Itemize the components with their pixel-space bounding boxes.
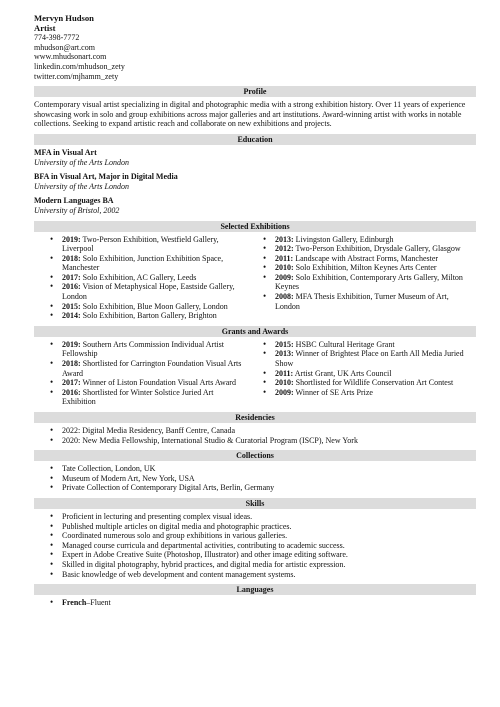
language-item — [62, 598, 476, 608]
awards-columns — [34, 340, 476, 407]
exhibition-item: • 2015: Solo Exhibition, Blue Moon Gallery, London — [62, 302, 255, 312]
residency-item: • 2020: New Media Fellowship, International Studio & Curatorial Program (ISCP), New York — [62, 436, 476, 446]
award-item: • 2011: Artist Grant, UK Arts Council — [275, 369, 476, 379]
collection-item: • Museum of Modern Art, New York, USA — [62, 474, 476, 484]
linkedin-link[interactable]: linkedin.com/mhudson_zety — [34, 61, 125, 71]
skills-heading: Skills — [34, 498, 476, 509]
twitter-link[interactable]: twitter.com/mjhamm_zety — [34, 71, 119, 81]
education-entry — [34, 172, 476, 191]
profile-heading: Profile — [34, 86, 476, 97]
exhibition-item: • 2009: Solo Exhibition, Contemporary Arts Gallery, Milton Keynes — [275, 273, 476, 292]
profile-text: Contemporary visual artist specializing in digital and photographic media with a strong exhibition history. Over 11 years of experience showcasing work in solo and group exhibitions across major galleries and art institutions. Award-winning artist with works in notable collections. Seeking to expand artistic reach and collaborate on new exhibitions and projects. — [34, 100, 466, 129]
education-entry — [34, 148, 476, 167]
school-name: University of the Arts London — [34, 181, 129, 191]
exhibition-item: • 2011: Landscape with Abstract Forms, Manchester — [275, 254, 476, 264]
exhibitions-right-column — [255, 235, 476, 321]
collection-item: • Tate Collection, London, UK — [62, 464, 476, 474]
awards-heading: Grants and Awards — [34, 326, 476, 337]
exhibition-item: • 2012: Two-Person Exhibition, Drysdale Gallery, Glasgow — [275, 244, 476, 254]
degree-title: Modern Languages BA — [34, 196, 114, 206]
award-item: • 2015: HSBC Cultural Heritage Grant — [275, 340, 476, 350]
skill-item: • Published multiple articles on digital media and photographic practices. — [62, 522, 476, 532]
school-name: University of the Arts London — [34, 157, 129, 167]
award-item: • 2018: Shortlisted for Carrington Foundation Visual Arts Award — [62, 359, 255, 378]
skill-item: • Expert in Adobe Creative Suite (Photoshop, Illustrator) and other image editing software. — [62, 550, 476, 560]
exhibition-item: • 2017: Solo Exhibition, AC Gallery, Leeds — [62, 273, 255, 283]
award-item: • 2010: Shortlisted for Wildlife Conservation Art Contest — [275, 378, 476, 388]
language-name: French — [62, 598, 87, 608]
award-item: • 2013: Winner of Brightest Place on Earth All Media Juried Show — [275, 349, 476, 368]
residencies-list — [34, 426, 476, 445]
degree-title: MFA in Visual Art — [34, 147, 97, 157]
exhibitions-left-column — [34, 235, 255, 321]
languages-heading: Languages — [34, 584, 476, 595]
awards-right-column — [255, 340, 476, 407]
skill-item: • Skilled in digital photography, hybrid practices, and digital media for artistic expression. — [62, 560, 476, 570]
language-level: –Fluent — [86, 598, 111, 608]
skill-item: • Managed course curricula and departmental activities, contributing to academic success. — [62, 541, 476, 551]
candidate-name: Mervyn Hudson — [34, 13, 94, 23]
collection-item: • Private Collection of Contemporary Digital Arts, Berlin, Germany — [62, 483, 476, 493]
email-address[interactable]: mhudson@art.com — [34, 42, 95, 52]
contact-block — [34, 14, 476, 81]
school-name: University of Bristol, 2002 — [34, 205, 120, 215]
awards-left-column — [34, 340, 255, 407]
award-item: • 2019: Southern Arts Commission Individual Artist Fellowship — [62, 340, 255, 359]
collections-heading: Collections — [34, 450, 476, 461]
collections-list — [34, 464, 476, 493]
degree-title: BFA in Visual Art, Major in Digital Media — [34, 172, 178, 182]
exhibition-item: • 2010: Solo Exhibition, Milton Keynes Arts Center — [275, 263, 476, 273]
award-item: • 2009: Winner of SE Arts Prize — [275, 388, 476, 398]
exhibitions-columns — [34, 235, 476, 321]
education-heading: Education — [34, 134, 476, 145]
candidate-role: Artist — [34, 22, 56, 33]
exhibition-item: • 2008: MFA Thesis Exhibition, Turner Museum of Art, London — [275, 292, 476, 311]
skills-list — [34, 512, 476, 579]
exhibition-item: • 2013: Livingston Gallery, Edinburgh — [275, 235, 476, 245]
skill-item: • Basic knowledge of web development and content management systems. — [62, 570, 476, 580]
website-link[interactable]: www.mhudsonart.com — [34, 52, 107, 62]
skill-item: • Proficient in lecturing and presenting complex visual ideas. — [62, 512, 476, 522]
award-item: • 2017: Winner of Liston Foundation Visual Arts Award — [62, 378, 255, 388]
education-entry — [34, 196, 476, 215]
exhibition-item: • 2014: Solo Exhibition, Barton Gallery, Brighton — [62, 311, 255, 321]
award-item: • 2016: Shortlisted for Winter Solstice Juried Art Exhibition — [62, 388, 255, 407]
exhibition-item: • 2016: Vision of Metaphysical Hope, Eastside Gallery, London — [62, 282, 255, 301]
education-list — [34, 148, 476, 216]
languages-list — [34, 598, 476, 608]
skill-item: • Coordinated numerous solo and group exhibitions in various galleries. — [62, 531, 476, 541]
exhibitions-heading: Selected Exhibitions — [34, 221, 476, 232]
residencies-heading: Residencies — [34, 412, 476, 423]
exhibition-item: • 2019: Two-Person Exhibition, Westfield Gallery, Liverpool — [62, 235, 255, 254]
exhibition-item: • 2018: Solo Exhibition, Junction Exhibition Space, Manchester — [62, 254, 255, 273]
residency-item: • 2022: Digital Media Residency, Banff Centre, Canada — [62, 426, 476, 436]
phone-number: 774-398-7772 — [34, 33, 80, 43]
